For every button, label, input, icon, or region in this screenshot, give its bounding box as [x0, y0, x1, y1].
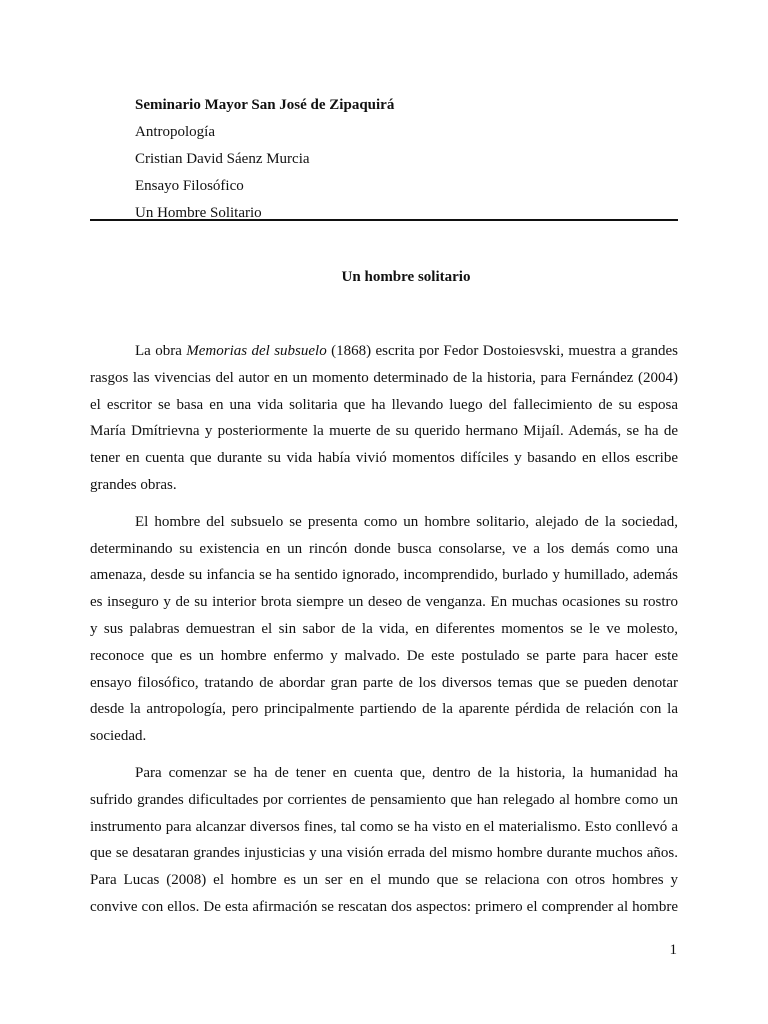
- paragraph-line: grandes obras.: [90, 476, 177, 493]
- paragraph-line: determinando su existencia en un rincón donde busca consolarse, ve a los demás como una: [90, 540, 678, 557]
- paragraph: [90, 338, 678, 499]
- paragraph-line: sufrido grandes dificultades por corrientes de pensamiento que han relegado al hombre como un: [90, 791, 678, 808]
- paragraph-line: que se desataran grandes injusticias y una visión errada del mismo hombre durante muchos años.: [90, 845, 678, 862]
- book-title: Memorias del subsuelo: [186, 343, 327, 359]
- header-title: Un Hombre Solitario: [135, 205, 262, 221]
- paragraph-line: el escritor se basa en una vida solitaria que ha llevando luego del fallecimiento de su esposa: [90, 396, 678, 413]
- page-number: 1: [669, 942, 677, 958]
- document-genre: Ensayo Filosófico: [135, 178, 244, 194]
- essay-body: [90, 338, 678, 931]
- paragraph-line: instrumento para alcanzar diversos fines, tal como se ha visto en el materialismo. Esto conllevó a: [90, 818, 678, 835]
- author-name: Cristian David Sáenz Murcia: [135, 151, 310, 167]
- paragraph-line: rasgos las vivencias del autor en un momento determinado de la historia, para Fernández (2004): [90, 369, 678, 386]
- paragraph-line: reconoce que es un hombre enfermo y malvado. De este postulado se parte para hacer este: [90, 647, 678, 664]
- paragraph-line: María Dmítrievna y posteriormente la muerte de su querido hermano Mijaíl. Además, se ha de: [90, 423, 678, 440]
- paragraph-line: ensayo filosófico, tratando de abordar gran parte de los diversos temas que se pueden denotar: [90, 674, 678, 691]
- paragraph-line: y sus palabras demuestran el sin sabor de la vida, en diferentes momentos se le ve molesto,: [90, 620, 678, 637]
- paragraph-line: El hombre del subsuelo se presenta como un hombre solitario, alejado de la sociedad,: [135, 513, 678, 530]
- paragraph: [90, 760, 678, 921]
- paragraph-line: La obra Memorias del subsuelo (1868) escrita por Fedor Dostoiesvski, muestra a grandes: [135, 343, 678, 359]
- paragraph-line: convive con ellos. De esta afirmación se rescatan dos aspectos: primero el comprender al hombre: [90, 898, 678, 915]
- paragraph-line: Para comenzar se ha de tener en cuenta que, dentro de la historia, la humanidad ha: [135, 764, 678, 781]
- document-header: [135, 92, 675, 227]
- institution-name: Seminario Mayor San José de Zipaquirá: [135, 97, 395, 113]
- paragraph-line: amenaza, desde su infancia se ha sentido ignorado, incomprendido, burlado y humillado, además: [90, 567, 678, 584]
- subject-name: Antropología: [135, 124, 215, 140]
- paragraph-line: es inseguro y de su interior brota siempre un deseo de venganza. En muchas ocasiones su rostro: [90, 594, 678, 611]
- header-divider: [90, 219, 678, 221]
- essay-title: Un hombre solitario: [341, 269, 471, 285]
- paragraph: [90, 509, 678, 750]
- paragraph-line: sociedad.: [90, 728, 147, 745]
- paragraph-line: tener en cuenta que durante su vida había vivió momentos difíciles y basando en ellos escribe: [90, 450, 678, 467]
- paragraph-line: desde la antropología, pero principalmente partiendo de la aparente pérdida de relación con la: [90, 701, 678, 718]
- paragraph-line: Para Lucas (2008) el hombre es un ser en el mundo que se relaciona con otros hombres y: [90, 872, 678, 889]
